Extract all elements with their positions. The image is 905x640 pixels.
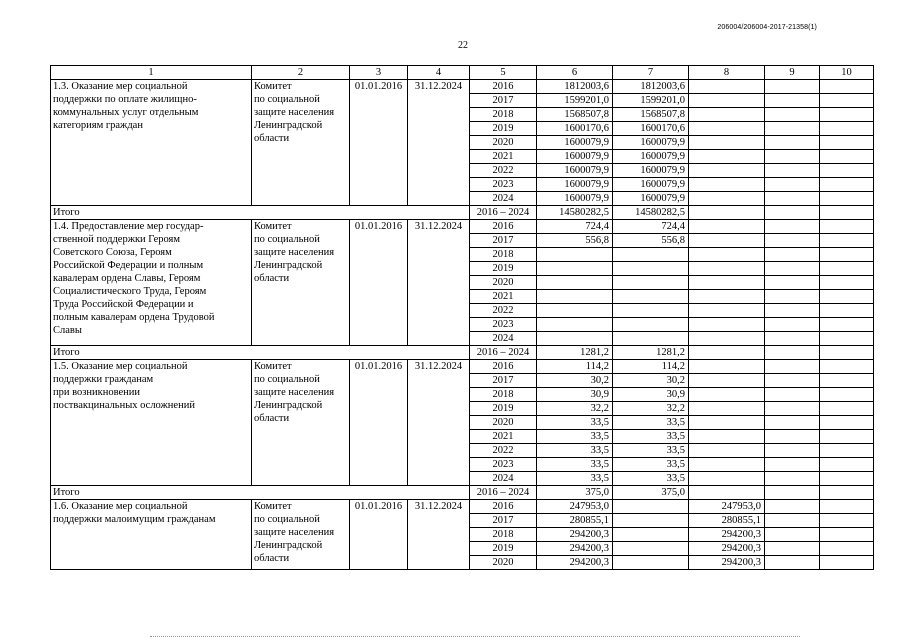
measure-name-line: 1.4. Предоставление мер государ- <box>53 221 204 232</box>
measure-name-line: поддержки гражданам <box>53 374 154 385</box>
program-table <box>50 65 874 570</box>
amount-col7-cell <box>613 248 689 262</box>
total-col10 <box>820 486 874 500</box>
amount-col9-cell <box>765 178 820 192</box>
amount-total-cell: 1599201,0 <box>537 94 613 108</box>
amount-col7-cell <box>613 556 689 570</box>
measure-name-line: Труда Российской Федерации и <box>53 299 194 310</box>
amount-total-cell: 1600170,6 <box>537 122 613 136</box>
amount-col10-cell <box>820 444 874 458</box>
total-col9 <box>765 486 820 500</box>
total-col10 <box>820 206 874 220</box>
table-row <box>51 500 874 514</box>
amount-col8-cell <box>689 234 765 248</box>
column-number: 3 <box>350 66 408 80</box>
amount-col7-cell <box>613 500 689 514</box>
total-amount: 14580282,5 <box>537 206 613 220</box>
year-cell: 2020 <box>470 276 537 290</box>
year-cell: 2016 <box>470 500 537 514</box>
amount-col10-cell <box>820 388 874 402</box>
amount-col8-cell <box>689 178 765 192</box>
amount-col8-cell <box>689 374 765 388</box>
amount-col7-cell: 1812003,6 <box>613 80 689 94</box>
executor-line: по социальной <box>254 514 320 525</box>
measure-name-line: Социалистического Труда, Героям <box>53 286 207 297</box>
amount-total-cell: 30,9 <box>537 388 613 402</box>
amount-col9-cell <box>765 136 820 150</box>
amount-total-cell: 1600079,9 <box>537 164 613 178</box>
amount-col7-cell <box>613 542 689 556</box>
year-cell: 2024 <box>470 472 537 486</box>
executor-line: защите населения <box>254 527 335 538</box>
measure-name-line: при возникновении <box>53 387 141 398</box>
amount-col10-cell <box>820 248 874 262</box>
amount-col10-cell <box>820 360 874 374</box>
amount-col8-cell <box>689 332 765 346</box>
amount-col10-cell <box>820 458 874 472</box>
measure-name-line: поддержки малоимущим гражданам <box>53 514 216 525</box>
amount-col8-cell <box>689 290 765 304</box>
amount-col8-cell <box>689 360 765 374</box>
amount-col7-cell: 33,5 <box>613 430 689 444</box>
amount-col7-cell <box>613 318 689 332</box>
column-number: 9 <box>765 66 820 80</box>
executor-line: области <box>254 273 290 284</box>
amount-col9-cell <box>765 108 820 122</box>
amount-total-cell: 1812003,6 <box>537 80 613 94</box>
amount-col9-cell <box>765 164 820 178</box>
year-cell: 2022 <box>470 304 537 318</box>
measure-name-cell <box>51 500 252 570</box>
year-cell: 2017 <box>470 374 537 388</box>
total-col10 <box>820 346 874 360</box>
amount-col10-cell <box>820 332 874 346</box>
amount-total-cell: 33,5 <box>537 472 613 486</box>
amount-col9-cell <box>765 150 820 164</box>
amount-col7-cell: 114,2 <box>613 360 689 374</box>
amount-total-cell: 1600079,9 <box>537 136 613 150</box>
amount-col9-cell <box>765 374 820 388</box>
executor-line: по социальной <box>254 94 320 105</box>
year-cell: 2021 <box>470 150 537 164</box>
amount-total-cell <box>537 262 613 276</box>
amount-col8-cell <box>689 388 765 402</box>
executor-line: защите населения <box>254 247 335 258</box>
amount-col9-cell <box>765 192 820 206</box>
amount-col8-cell <box>689 108 765 122</box>
amount-col10-cell <box>820 262 874 276</box>
amount-total-cell: 1600079,9 <box>537 192 613 206</box>
measure-name-cell <box>51 360 252 486</box>
year-cell: 2024 <box>470 332 537 346</box>
amount-total-cell: 33,5 <box>537 416 613 430</box>
amount-col10-cell <box>820 178 874 192</box>
executor-line: по социальной <box>254 374 320 385</box>
amount-col9-cell <box>765 472 820 486</box>
year-cell: 2018 <box>470 388 537 402</box>
amount-total-cell: 1600079,9 <box>537 150 613 164</box>
amount-col10-cell <box>820 136 874 150</box>
amount-col9-cell <box>765 290 820 304</box>
amount-col8-cell: 247953,0 <box>689 500 765 514</box>
column-number: 2 <box>252 66 350 80</box>
amount-col8-cell: 294200,3 <box>689 556 765 570</box>
amount-col10-cell <box>820 290 874 304</box>
amount-total-cell <box>537 304 613 318</box>
amount-col8-cell <box>689 304 765 318</box>
amount-col8-cell <box>689 402 765 416</box>
total-period: 2016 – 2024 <box>470 486 537 500</box>
end-date-cell: 31.12.2024 <box>408 220 470 346</box>
amount-col8-cell <box>689 416 765 430</box>
amount-col9-cell <box>765 528 820 542</box>
amount-col9-cell <box>765 94 820 108</box>
total-label: Итого <box>51 346 470 360</box>
amount-col10-cell <box>820 220 874 234</box>
table-row <box>51 220 874 234</box>
amount-col7-cell: 33,5 <box>613 472 689 486</box>
header-row <box>51 66 874 80</box>
amount-col9-cell <box>765 332 820 346</box>
amount-col8-cell <box>689 122 765 136</box>
total-amount: 375,0 <box>537 486 613 500</box>
year-cell: 2019 <box>470 402 537 416</box>
amount-col7-cell: 33,5 <box>613 416 689 430</box>
amount-col9-cell <box>765 556 820 570</box>
executor-line: защите населения <box>254 387 335 398</box>
amount-col9-cell <box>765 248 820 262</box>
amount-col10-cell <box>820 472 874 486</box>
executor-line: по социальной <box>254 234 320 245</box>
amount-col7-cell: 32,2 <box>613 402 689 416</box>
end-date-cell: 31.12.2024 <box>408 80 470 206</box>
amount-col7-cell: 1600079,9 <box>613 164 689 178</box>
amount-col8-cell <box>689 136 765 150</box>
amount-total-cell: 294200,3 <box>537 528 613 542</box>
year-cell: 2016 <box>470 360 537 374</box>
amount-total-cell: 33,5 <box>537 444 613 458</box>
amount-col10-cell <box>820 542 874 556</box>
amount-col7-cell: 1600079,9 <box>613 192 689 206</box>
amount-col10-cell <box>820 80 874 94</box>
end-date-cell: 31.12.2024 <box>408 500 470 570</box>
measure-name-line: Славы <box>53 325 82 336</box>
amount-col10-cell <box>820 94 874 108</box>
year-cell: 2017 <box>470 234 537 248</box>
year-cell: 2021 <box>470 430 537 444</box>
amount-col7-cell <box>613 276 689 290</box>
total-col8 <box>689 346 765 360</box>
amount-col7-cell: 33,5 <box>613 444 689 458</box>
total-col7: 375,0 <box>613 486 689 500</box>
measure-name-line: Российской Федерации и полным <box>53 260 204 271</box>
measure-name-line: категориям граждан <box>53 120 143 131</box>
year-cell: 2017 <box>470 514 537 528</box>
amount-col10-cell <box>820 430 874 444</box>
year-cell: 2017 <box>470 94 537 108</box>
amount-col7-cell <box>613 514 689 528</box>
table-row <box>51 80 874 94</box>
executor-line: Ленинградской <box>254 260 323 271</box>
amount-col7-cell <box>613 262 689 276</box>
amount-col10-cell <box>820 402 874 416</box>
amount-col8-cell <box>689 458 765 472</box>
year-cell: 2021 <box>470 290 537 304</box>
amount-col7-cell: 1600170,6 <box>613 122 689 136</box>
total-row <box>51 346 874 360</box>
executor-line: области <box>254 133 290 144</box>
amount-col7-cell: 1568507,8 <box>613 108 689 122</box>
total-row <box>51 206 874 220</box>
total-period: 2016 – 2024 <box>470 346 537 360</box>
amount-col9-cell <box>765 276 820 290</box>
year-cell: 2019 <box>470 262 537 276</box>
total-col7: 1281,2 <box>613 346 689 360</box>
total-col9 <box>765 346 820 360</box>
amount-col7-cell: 1600079,9 <box>613 150 689 164</box>
amount-col9-cell <box>765 402 820 416</box>
executor-line: Ленинградской <box>254 400 323 411</box>
year-cell: 2016 <box>470 220 537 234</box>
start-date-cell: 01.01.2016 <box>350 360 408 486</box>
amount-col10-cell <box>820 234 874 248</box>
end-date-cell: 31.12.2024 <box>408 360 470 486</box>
executor-cell <box>252 360 350 486</box>
year-cell: 2020 <box>470 416 537 430</box>
measure-name-cell <box>51 220 252 346</box>
amount-total-cell: 30,2 <box>537 374 613 388</box>
column-number: 1 <box>51 66 252 80</box>
amount-col10-cell <box>820 304 874 318</box>
year-cell: 2020 <box>470 136 537 150</box>
amount-col7-cell <box>613 528 689 542</box>
year-cell: 2018 <box>470 108 537 122</box>
amount-col10-cell <box>820 276 874 290</box>
page-number: 22 <box>458 40 468 51</box>
year-cell: 2023 <box>470 178 537 192</box>
amount-col7-cell: 1600079,9 <box>613 178 689 192</box>
total-col8 <box>689 486 765 500</box>
start-date-cell: 01.01.2016 <box>350 80 408 206</box>
executor-line: области <box>254 413 290 424</box>
executor-cell <box>252 500 350 570</box>
executor-line: Ленинградской <box>254 120 323 131</box>
total-label: Итого <box>51 486 470 500</box>
total-col8 <box>689 206 765 220</box>
amount-col7-cell: 33,5 <box>613 458 689 472</box>
amount-total-cell: 114,2 <box>537 360 613 374</box>
amount-col9-cell <box>765 458 820 472</box>
amount-col8-cell <box>689 262 765 276</box>
amount-col10-cell <box>820 318 874 332</box>
total-row <box>51 486 874 500</box>
column-number: 6 <box>537 66 613 80</box>
amount-total-cell: 1568507,8 <box>537 108 613 122</box>
measure-name-line: полным кавалерам ордена Трудовой <box>53 312 215 323</box>
executor-cell <box>252 80 350 206</box>
amount-col7-cell: 724,4 <box>613 220 689 234</box>
amount-col8-cell <box>689 248 765 262</box>
amount-col10-cell <box>820 192 874 206</box>
amount-col10-cell <box>820 528 874 542</box>
measure-name-line: кавалерам ордена Славы, Героям <box>53 273 201 284</box>
amount-total-cell <box>537 248 613 262</box>
amount-total-cell: 32,2 <box>537 402 613 416</box>
measure-name-line: 1.6. Оказание мер социальной <box>53 501 188 512</box>
year-cell: 2022 <box>470 164 537 178</box>
amount-col8-cell <box>689 220 765 234</box>
executor-line: Комитет <box>254 501 292 512</box>
measure-name-line: 1.5. Оказание мер социальной <box>53 361 188 372</box>
amount-total-cell: 1600079,9 <box>537 178 613 192</box>
amount-total-cell: 247953,0 <box>537 500 613 514</box>
amount-col8-cell <box>689 164 765 178</box>
year-cell: 2019 <box>470 122 537 136</box>
amount-col9-cell <box>765 318 820 332</box>
amount-total-cell <box>537 318 613 332</box>
measure-name-line: Советского Союза, Героям <box>53 247 172 258</box>
year-cell: 2018 <box>470 248 537 262</box>
amount-col9-cell <box>765 234 820 248</box>
amount-col8-cell <box>689 150 765 164</box>
measure-name-line: ственной поддержки Героям <box>53 234 181 245</box>
amount-col9-cell <box>765 430 820 444</box>
amount-col9-cell <box>765 304 820 318</box>
measure-name-cell <box>51 80 252 206</box>
amount-col8-cell <box>689 318 765 332</box>
amount-col9-cell <box>765 514 820 528</box>
year-cell: 2024 <box>470 192 537 206</box>
amount-total-cell: 294200,3 <box>537 542 613 556</box>
amount-col7-cell: 1599201,0 <box>613 94 689 108</box>
amount-col10-cell <box>820 514 874 528</box>
amount-col9-cell <box>765 80 820 94</box>
measure-name-line: поствакцинальных осложнений <box>53 400 195 411</box>
amount-col9-cell <box>765 388 820 402</box>
amount-col8-cell <box>689 276 765 290</box>
column-number: 7 <box>613 66 689 80</box>
amount-col9-cell <box>765 262 820 276</box>
amount-col7-cell: 30,9 <box>613 388 689 402</box>
amount-col7-cell: 30,2 <box>613 374 689 388</box>
column-number: 10 <box>820 66 874 80</box>
amount-col8-cell <box>689 192 765 206</box>
year-cell: 2019 <box>470 542 537 556</box>
amount-col10-cell <box>820 556 874 570</box>
amount-col10-cell <box>820 122 874 136</box>
amount-col8-cell <box>689 472 765 486</box>
total-col7: 14580282,5 <box>613 206 689 220</box>
amount-col7-cell: 1600079,9 <box>613 136 689 150</box>
year-cell: 2016 <box>470 80 537 94</box>
executor-line: Комитет <box>254 221 292 232</box>
executor-cell <box>252 220 350 346</box>
total-period: 2016 – 2024 <box>470 206 537 220</box>
total-col9 <box>765 206 820 220</box>
amount-total-cell: 33,5 <box>537 458 613 472</box>
year-cell: 2023 <box>470 458 537 472</box>
amount-col8-cell: 280855,1 <box>689 514 765 528</box>
table-row <box>51 360 874 374</box>
amount-total-cell <box>537 276 613 290</box>
amount-col10-cell <box>820 150 874 164</box>
amount-col8-cell <box>689 444 765 458</box>
amount-col7-cell <box>613 332 689 346</box>
amount-col8-cell <box>689 80 765 94</box>
amount-col8-cell: 294200,3 <box>689 542 765 556</box>
amount-col10-cell <box>820 374 874 388</box>
amount-col8-cell <box>689 430 765 444</box>
start-date-cell: 01.01.2016 <box>350 220 408 346</box>
executor-line: Комитет <box>254 81 292 92</box>
total-label: Итого <box>51 206 470 220</box>
year-cell: 2022 <box>470 444 537 458</box>
amount-total-cell: 724,4 <box>537 220 613 234</box>
column-number: 4 <box>408 66 470 80</box>
amount-col7-cell <box>613 304 689 318</box>
year-cell: 2018 <box>470 528 537 542</box>
amount-col10-cell <box>820 500 874 514</box>
executor-line: области <box>254 553 290 564</box>
amount-col8-cell <box>689 94 765 108</box>
executor-line: защите населения <box>254 107 335 118</box>
amount-col9-cell <box>765 220 820 234</box>
executor-line: Ленинградской <box>254 540 323 551</box>
amount-col9-cell <box>765 360 820 374</box>
year-cell: 2023 <box>470 318 537 332</box>
amount-col7-cell: 556,8 <box>613 234 689 248</box>
amount-col9-cell <box>765 500 820 514</box>
column-number: 5 <box>470 66 537 80</box>
amount-col8-cell: 294200,3 <box>689 528 765 542</box>
amount-col10-cell <box>820 108 874 122</box>
amount-total-cell <box>537 332 613 346</box>
amount-total-cell: 33,5 <box>537 430 613 444</box>
amount-col9-cell <box>765 542 820 556</box>
amount-total-cell <box>537 290 613 304</box>
document-id: 206004/206004-2017-21358(1) <box>717 24 817 31</box>
amount-col9-cell <box>765 122 820 136</box>
measure-name-line: 1.3. Оказание мер социальной <box>53 81 188 92</box>
measure-name-line: поддержки по оплате жилищно- <box>53 94 197 105</box>
measure-name-line: коммунальных услуг отдельным <box>53 107 199 118</box>
amount-total-cell: 294200,3 <box>537 556 613 570</box>
column-number: 8 <box>689 66 765 80</box>
amount-col10-cell <box>820 164 874 178</box>
amount-total-cell: 556,8 <box>537 234 613 248</box>
amount-total-cell: 280855,1 <box>537 514 613 528</box>
start-date-cell: 01.01.2016 <box>350 500 408 570</box>
amount-col9-cell <box>765 444 820 458</box>
total-amount: 1281,2 <box>537 346 613 360</box>
amount-col9-cell <box>765 416 820 430</box>
executor-line: Комитет <box>254 361 292 372</box>
amount-col10-cell <box>820 416 874 430</box>
year-cell: 2020 <box>470 556 537 570</box>
amount-col7-cell <box>613 290 689 304</box>
scan-edge-artifact <box>150 636 800 640</box>
